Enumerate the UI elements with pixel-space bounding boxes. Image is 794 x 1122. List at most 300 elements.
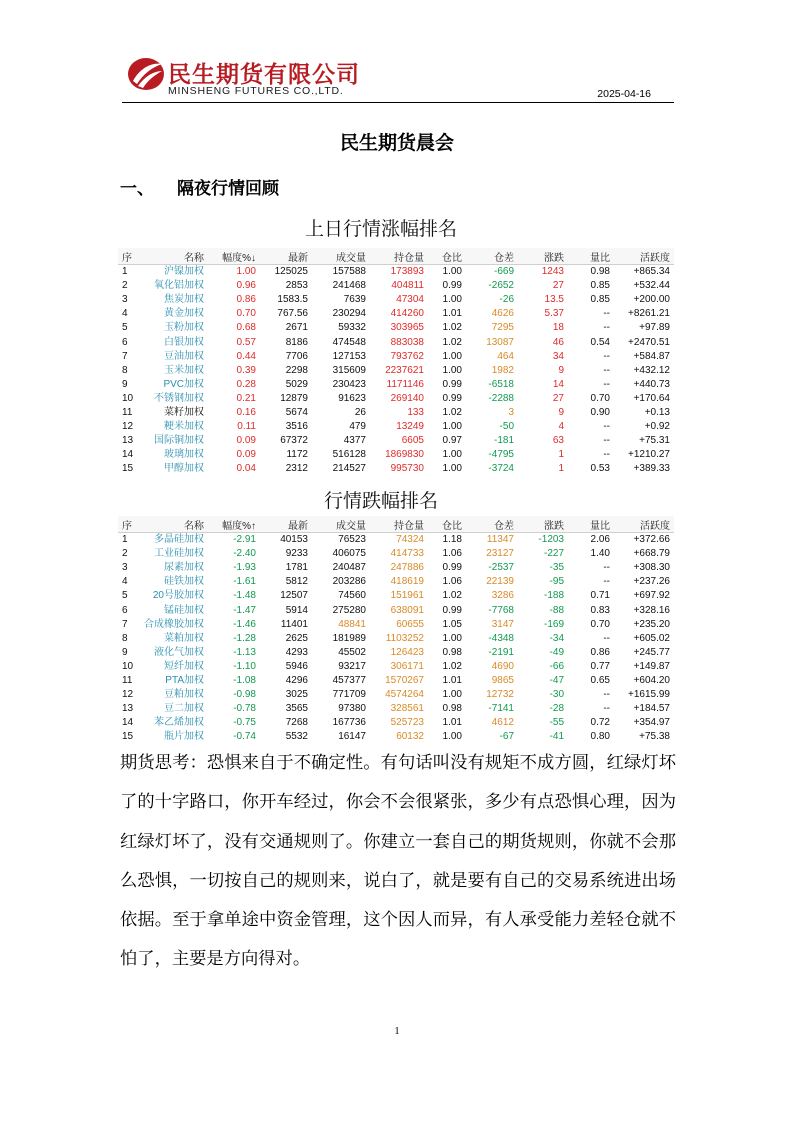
cell-oi-ratio: 1.01	[442, 674, 462, 686]
cell-volume: 93217	[338, 660, 366, 672]
cell-rank: 13	[122, 435, 134, 447]
table-row	[118, 575, 674, 589]
cell-activity: +604.20	[633, 674, 670, 686]
cell-pct: 0.28	[236, 378, 256, 390]
cell-oi: 414260	[390, 308, 424, 320]
losers-caption: 行情跌幅排名	[323, 490, 438, 512]
cell-last: 12879	[280, 392, 308, 404]
cell-pct: 0.09	[236, 449, 256, 461]
cell-last: 40153	[280, 534, 308, 546]
gainers-header-oi-diff: 仓差	[466, 248, 518, 265]
cell-rank: 11	[122, 674, 133, 686]
cell-volume: 240487	[332, 562, 366, 574]
cell-activity: +0.13	[644, 406, 670, 418]
cell-oi-diff: 4626	[491, 308, 514, 320]
cell-oi-ratio: 1.00	[442, 689, 462, 701]
cell-rank: 1	[122, 534, 128, 546]
cell-change: -188	[543, 590, 564, 602]
cell-activity: +440.73	[633, 378, 670, 390]
gainers-header-activity: 活跃度	[614, 248, 674, 265]
cell-pct: -1.10	[233, 660, 256, 672]
cell-pct: -1.48	[233, 590, 256, 602]
page-header	[122, 52, 674, 103]
cell-change: -47	[549, 674, 564, 686]
gainers-caption: 上日行情涨幅排名	[304, 218, 457, 240]
cell-activity: +328.16	[633, 604, 670, 616]
cell-name[interactable]: 合成橡胶加权	[144, 618, 204, 630]
cell-change: -41	[549, 731, 564, 743]
cell-pct: -0.74	[233, 731, 256, 743]
table-row	[118, 321, 674, 335]
losers-header-oi-ratio: 仓比	[428, 516, 466, 533]
cell-activity: +532.44	[633, 280, 670, 292]
cell-name[interactable]: 沪镍加权	[164, 266, 204, 278]
losers-header-oi-diff: 仓差	[466, 516, 518, 533]
cell-activity: +245.77	[633, 646, 670, 658]
cell-volume: 26	[354, 406, 366, 418]
cell-volume: 457377	[332, 674, 366, 686]
cell-name[interactable]: 玻璃加权	[164, 449, 204, 461]
cell-vol-ratio: --	[603, 576, 610, 588]
cell-change: 9	[558, 364, 564, 376]
cell-oi-diff: 1982	[491, 364, 514, 376]
cell-vol-ratio: 0.83	[590, 604, 610, 616]
cell-oi-diff: -6518	[488, 378, 514, 390]
cell-change: 27	[552, 280, 564, 292]
cell-rank: 10	[122, 660, 134, 672]
cell-pct: -1.61	[233, 576, 256, 588]
cell-change: -35	[549, 562, 564, 574]
cell-rank: 15	[122, 731, 134, 743]
cell-change: -28	[549, 703, 564, 715]
cell-pct: 0.96	[236, 280, 256, 292]
cell-activity: +372.66	[633, 534, 670, 546]
cell-pct: 0.16	[236, 406, 256, 418]
cell-volume: 127153	[332, 350, 366, 362]
cell-oi-ratio: 1.06	[442, 576, 462, 588]
losers-table	[118, 516, 674, 744]
cell-name[interactable]: 硅铁加权	[164, 576, 204, 588]
cell-name[interactable]: 尿素加权	[164, 562, 204, 574]
cell-rank: 3	[122, 294, 128, 306]
cell-name[interactable]: 不锈钢加权	[154, 392, 204, 404]
cell-change: -227	[543, 548, 564, 560]
cell-last: 5914	[285, 604, 308, 616]
cell-name[interactable]: 豆粕加权	[164, 689, 204, 701]
cell-oi-ratio: 1.06	[442, 548, 462, 560]
document-title: 民生期货晨会	[339, 132, 454, 154]
cell-last: 3565	[285, 703, 308, 715]
cell-name[interactable]: 白银加权	[164, 336, 204, 348]
cell-activity: +2470.51	[628, 336, 670, 348]
cell-vol-ratio: 0.85	[590, 294, 610, 306]
losers-header-volume: 成交量	[312, 516, 370, 533]
gainers-header-rank: 序	[118, 248, 144, 265]
cell-name[interactable]: 工业硅加权	[154, 548, 204, 560]
cell-oi-diff: -2537	[488, 562, 514, 574]
gainers-header-oi-ratio: 仓比	[428, 248, 466, 265]
table-row	[118, 618, 674, 632]
gainers-header-change: 涨跌	[518, 248, 568, 265]
cell-name[interactable]: 20号胶加权	[152, 590, 204, 602]
cell-pct: -1.47	[233, 604, 256, 616]
cell-name[interactable]: 甲醇加权	[164, 463, 204, 475]
cell-oi-ratio: 1.01	[442, 308, 462, 320]
cell-oi-ratio: 1.00	[442, 463, 462, 475]
cell-name[interactable]: 豆二加权	[164, 703, 204, 715]
cell-activity: +75.31	[639, 435, 670, 447]
cell-oi-diff: -26	[499, 294, 514, 306]
cell-pct: 0.86	[236, 294, 256, 306]
cell-pct: -2.91	[233, 534, 256, 546]
cell-activity: +668.79	[633, 548, 670, 560]
cell-change: 34	[552, 350, 564, 362]
cell-name[interactable]: 瓶片加权	[164, 731, 204, 743]
cell-oi-diff: -4348	[488, 632, 514, 644]
losers-header-oi: 持仓量	[370, 516, 428, 533]
cell-name[interactable]: 粳米加权	[164, 421, 204, 433]
cell-pct: 0.09	[236, 435, 256, 447]
cell-oi-ratio: 1.00	[442, 449, 462, 461]
cell-vol-ratio: 0.86	[590, 646, 610, 658]
cell-oi-diff: -2191	[488, 646, 514, 658]
cell-name[interactable]: 苯乙烯加权	[154, 717, 204, 729]
cell-vol-ratio: 1.40	[590, 548, 610, 560]
cell-oi: 269140	[390, 392, 424, 404]
cell-last: 2853	[285, 280, 308, 292]
cell-oi: 638091	[390, 604, 424, 616]
cell-volume: 516128	[332, 449, 366, 461]
gainers-body	[118, 265, 674, 477]
cell-name[interactable]: 玉米加权	[164, 364, 204, 376]
cell-vol-ratio: --	[603, 435, 610, 447]
table-row	[118, 702, 674, 716]
cell-oi-ratio: 1.02	[442, 336, 462, 348]
cell-change: 9	[558, 406, 564, 418]
cell-vol-ratio: 0.72	[590, 717, 610, 729]
cell-oi-diff: 12732	[486, 689, 514, 701]
cell-oi-diff: -67	[499, 731, 514, 743]
table-row	[118, 561, 674, 575]
cell-last: 8186	[285, 336, 308, 348]
cell-name[interactable]: 玉粉加权	[164, 322, 204, 334]
cell-rank: 3	[122, 562, 128, 574]
table-row	[118, 547, 674, 561]
cell-oi: 1103252	[385, 632, 424, 644]
cell-change: 13.5	[544, 294, 564, 306]
cell-change: -30	[549, 689, 564, 701]
cell-activity: +354.97	[633, 717, 670, 729]
cell-pct: 0.04	[236, 463, 256, 475]
cell-activity: +200.00	[633, 294, 670, 306]
cell-volume: 406075	[332, 548, 366, 560]
cell-rank: 5	[122, 322, 128, 334]
cell-name[interactable]: 豆油加权	[164, 350, 204, 362]
company-name-cn: 民生期货有限公司	[168, 62, 360, 88]
cell-volume: 7639	[343, 294, 366, 306]
cell-oi-ratio: 1.00	[442, 421, 462, 433]
cell-rank: 8	[122, 364, 128, 376]
cell-volume: 214527	[332, 463, 366, 475]
cell-name[interactable]: 液化气加权	[154, 646, 204, 658]
cell-volume: 771709	[332, 689, 366, 701]
cell-oi-diff: -669	[493, 266, 514, 278]
cell-name[interactable]: 锰硅加权	[164, 604, 204, 616]
table-row	[118, 533, 674, 548]
futures-thinking-paragraph: 期货思考：恐惧来自于不确定性。有句话叫没有规矩不成方圆，红绿灯坏了的十字路口，你开车经过，你会不会很紧张，多少有点恐惧心理，因为红绿灯坏了，没有交通规则了。你建立一套自己的期货规则，你就不会那么恐惧，一切按自己的规则来，说白了，就是要有自己的交易系统进出场依据。至于拿单途中资金管理，这个因人而异，有人承受能力差轻仓就不怕了，主要是方向得对。	[120, 753, 676, 970]
cell-activity: +237.26	[633, 576, 670, 588]
cell-rank: 7	[122, 350, 128, 362]
losers-header-rank: 序	[118, 516, 144, 533]
cell-last: 4293	[285, 646, 308, 658]
table-row	[118, 632, 674, 646]
cell-vol-ratio: 0.53	[590, 463, 610, 475]
page-number: 1	[394, 1026, 400, 1037]
cell-oi: 74324	[396, 534, 424, 546]
cell-oi-ratio: 1.02	[442, 590, 462, 602]
cell-vol-ratio: 0.70	[590, 618, 610, 630]
cell-name[interactable]: PVC加权	[163, 378, 204, 390]
cell-change: 1243	[541, 266, 564, 278]
cell-pct: -0.78	[233, 703, 256, 715]
cell-volume: 230423	[332, 378, 366, 390]
table-row	[118, 716, 674, 730]
cell-pct: 0.21	[236, 392, 256, 404]
cell-oi-ratio: 1.00	[442, 364, 462, 376]
cell-change: 18	[552, 322, 564, 334]
cell-volume: 97380	[338, 703, 366, 715]
table-row	[118, 420, 674, 434]
table-row	[118, 730, 674, 744]
losers-header-name: 名称	[144, 516, 208, 533]
cell-oi-ratio: 0.99	[442, 392, 462, 404]
cell-activity: +184.57	[633, 703, 670, 715]
cell-oi-diff: 22139	[486, 576, 514, 588]
cell-oi: 173893	[390, 266, 424, 278]
cell-pct: -0.75	[233, 717, 256, 729]
cell-oi-ratio: 1.00	[442, 294, 462, 306]
table-row	[118, 378, 674, 392]
cell-volume: 157588	[332, 266, 366, 278]
cell-last: 5029	[285, 378, 308, 390]
cell-volume: 203286	[332, 576, 366, 588]
cell-change: 1	[558, 463, 564, 475]
cell-rank: 15	[122, 463, 134, 475]
cell-pct: -1.13	[233, 646, 256, 658]
cell-oi: 126423	[390, 646, 424, 658]
cell-oi-ratio: 1.05	[442, 618, 462, 630]
cell-change: 4	[558, 421, 564, 433]
cell-oi: 47304	[396, 294, 424, 306]
cell-oi-diff: 3147	[491, 618, 514, 630]
cell-oi-ratio: 0.98	[442, 646, 462, 658]
cell-pct: 0.39	[236, 364, 256, 376]
cell-vol-ratio: 0.54	[590, 336, 610, 348]
cell-change: -95	[549, 576, 564, 588]
cell-name[interactable]: 菜粕加权	[164, 632, 204, 644]
cell-change: -66	[549, 660, 564, 672]
cell-oi-ratio: 1.02	[442, 660, 462, 672]
cell-name[interactable]: 焦炭加权	[164, 294, 204, 306]
cell-last: 1781	[285, 562, 308, 574]
cell-oi-diff: 23127	[486, 548, 514, 560]
cell-last: 2625	[285, 632, 308, 644]
cell-last: 5532	[285, 731, 308, 743]
cell-oi: 418619	[390, 576, 424, 588]
section-heading	[120, 174, 279, 199]
cell-oi-diff: -2288	[488, 392, 514, 404]
cell-oi-diff: -7141	[488, 703, 514, 715]
table-row	[118, 448, 674, 462]
table-row	[118, 434, 674, 448]
table-row	[118, 265, 674, 280]
gainers-header-row	[118, 248, 674, 265]
cell-oi-ratio: 1.01	[442, 717, 462, 729]
cell-activity: +865.34	[633, 266, 670, 278]
cell-oi-diff: 4612	[491, 717, 514, 729]
cell-last: 1172	[286, 449, 308, 461]
cell-rank: 10	[122, 392, 134, 404]
cell-volume: 4377	[343, 435, 366, 447]
cell-vol-ratio: 0.71	[590, 590, 610, 602]
cell-oi-ratio: 0.99	[442, 378, 462, 390]
cell-oi: 303965	[390, 322, 424, 334]
cell-pct: 0.11	[237, 421, 256, 433]
cell-name[interactable]: 多晶硅加权	[154, 534, 204, 546]
cell-oi-diff: -4795	[488, 449, 514, 461]
cell-last: 7706	[285, 350, 308, 362]
cell-oi-ratio: 0.98	[442, 703, 462, 715]
table-row	[118, 392, 674, 406]
cell-last: 2298	[285, 364, 308, 376]
cell-vol-ratio: --	[603, 308, 610, 320]
cell-rank: 4	[122, 308, 128, 320]
cell-vol-ratio: 0.77	[590, 660, 610, 672]
cell-vol-ratio: --	[603, 632, 610, 644]
gainers-header-last: 最新	[260, 248, 312, 265]
cell-oi: 306171	[390, 660, 424, 672]
cell-activity: +389.33	[633, 463, 670, 475]
table-row	[118, 462, 674, 476]
gainers-header-vol-ratio: 量比	[568, 248, 614, 265]
cell-oi-ratio: 0.99	[442, 280, 462, 292]
cell-activity: +0.92	[644, 421, 670, 433]
cell-volume: 74560	[338, 590, 366, 602]
cell-name[interactable]: 国际铜加权	[154, 435, 204, 447]
cell-vol-ratio: --	[603, 562, 610, 574]
table-row	[118, 674, 674, 688]
cell-rank: 2	[122, 548, 128, 560]
cell-last: 11401	[280, 618, 308, 630]
cell-oi: 995730	[390, 463, 424, 475]
cell-volume: 16147	[338, 731, 366, 743]
cell-volume: 76523	[338, 534, 366, 546]
table-row	[118, 335, 674, 349]
cell-oi-diff: 464	[497, 350, 514, 362]
cell-volume: 181989	[332, 632, 366, 644]
cell-rank: 5	[122, 590, 128, 602]
losers-header-activity: 活跃度	[614, 516, 674, 533]
table-row	[118, 364, 674, 378]
cell-oi-ratio: 1.02	[442, 406, 462, 418]
cell-pct: 0.44	[236, 350, 256, 362]
cell-rank: 7	[122, 618, 128, 630]
cell-volume: 241468	[332, 280, 366, 292]
cell-activity: +432.12	[633, 364, 670, 376]
cell-oi: 328561	[390, 703, 424, 715]
cell-change: 46	[552, 336, 564, 348]
cell-volume: 167736	[332, 717, 366, 729]
cell-pct: -1.93	[233, 562, 256, 574]
table-row	[118, 603, 674, 617]
table-row	[118, 293, 674, 307]
gainers-header-name: 名称	[144, 248, 208, 265]
cell-activity: +605.02	[633, 632, 670, 644]
cell-rank: 9	[122, 378, 128, 390]
cell-name[interactable]: 短纤加权	[164, 660, 204, 672]
cell-last: 2671	[285, 322, 308, 334]
cell-oi: 6605	[401, 435, 424, 447]
cell-volume: 479	[349, 421, 366, 433]
gainers-header-volume: 成交量	[312, 248, 370, 265]
cell-vol-ratio: --	[603, 378, 610, 390]
cell-name[interactable]: 黄金加权	[164, 308, 204, 320]
cell-rank: 12	[122, 689, 134, 701]
section-title: 隔夜行情回顾	[177, 179, 279, 199]
cell-oi: 2237621	[385, 364, 424, 376]
cell-last: 1583.5	[277, 294, 308, 306]
cell-oi-diff: -181	[493, 435, 514, 447]
cell-name[interactable]: 菜籽加权	[164, 406, 204, 418]
cell-last: 5812	[285, 576, 308, 588]
company-name-en: MINSHENG FUTURES CO.,LTD.	[168, 85, 344, 97]
cell-oi: 151961	[390, 590, 424, 602]
cell-name[interactable]: 氧化铝加权	[154, 280, 204, 292]
section-number: 一、	[120, 179, 154, 199]
losers-header-row	[118, 516, 674, 533]
cell-vol-ratio: 2.06	[590, 534, 610, 546]
cell-oi: 404811	[391, 280, 424, 292]
losers-header-pct: 幅度%↑	[208, 516, 260, 533]
cell-oi: 1869830	[385, 449, 424, 461]
cell-volume: 59332	[338, 322, 366, 334]
cell-vol-ratio: 0.85	[590, 280, 610, 292]
table-row	[118, 688, 674, 702]
cell-rank: 6	[122, 604, 128, 616]
cell-volume: 275280	[332, 604, 366, 616]
cell-vol-ratio: 0.70	[590, 392, 610, 404]
table-row	[118, 307, 674, 321]
cell-vol-ratio: --	[603, 449, 610, 461]
cell-last: 2312	[285, 463, 308, 475]
cell-oi-ratio: 1.00	[442, 266, 462, 278]
cell-pct: 0.57	[236, 336, 256, 348]
cell-last: 125025	[274, 266, 308, 278]
cell-rank: 11	[122, 406, 133, 418]
cell-rank: 4	[122, 576, 128, 588]
cell-volume: 91623	[338, 392, 366, 404]
cell-last: 9233	[285, 548, 308, 560]
cell-oi: 247886	[390, 562, 424, 574]
cell-vol-ratio: --	[603, 322, 610, 334]
cell-last: 5946	[285, 660, 308, 672]
cell-oi-diff: 13087	[486, 336, 514, 348]
cell-name[interactable]: PTA加权	[165, 674, 204, 686]
losers-header-vol-ratio: 量比	[568, 516, 614, 533]
report-date: 2025-04-16	[597, 88, 651, 100]
cell-last: 3025	[285, 689, 308, 701]
cell-pct: 1.00	[236, 266, 256, 278]
